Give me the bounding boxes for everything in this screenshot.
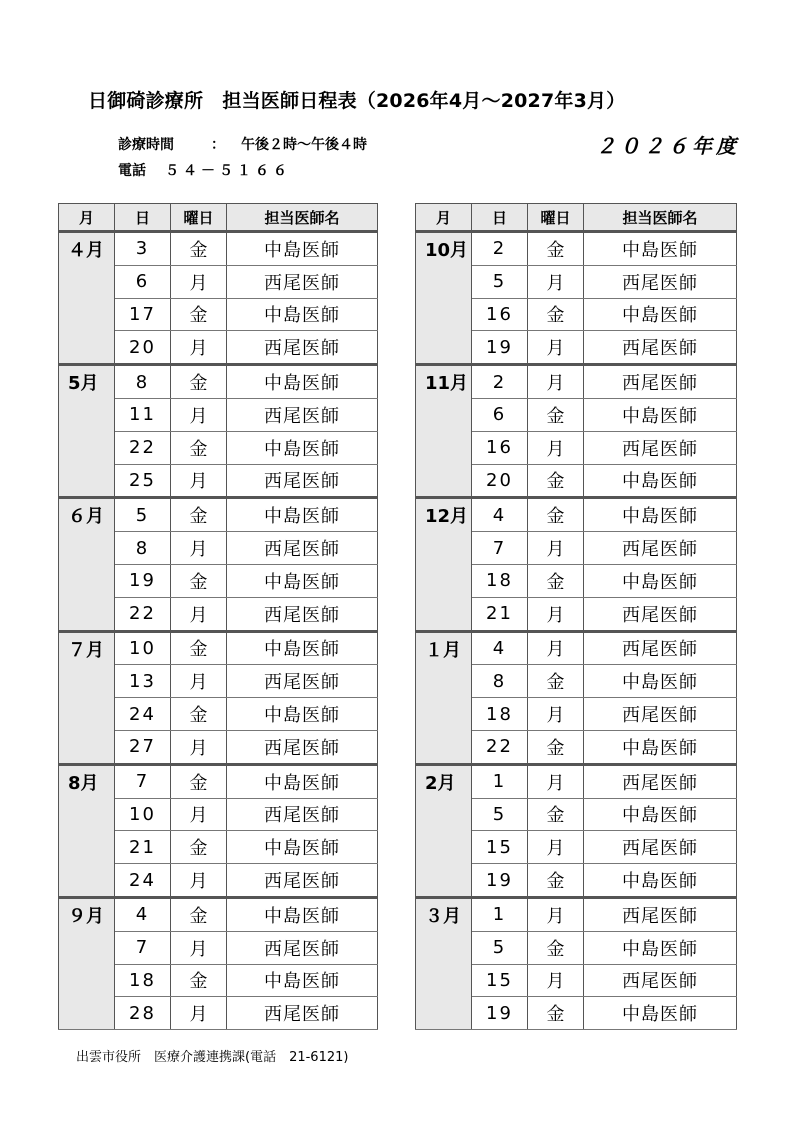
day-cell: 19 [115,564,171,597]
weekday-cell: 金 [528,864,584,898]
doctor-cell: 中島医師 [227,897,378,931]
weekday-cell: 月 [171,730,227,764]
doctor-cell: 西尾医師 [227,532,378,565]
doctor-cell: 西尾医師 [584,764,737,798]
weekday-cell: 月 [171,997,227,1030]
day-cell: 20 [115,331,171,365]
month-cell: ３月 [416,897,472,1029]
weekday-cell: 月 [528,631,584,665]
doctor-cell: 中島医師 [227,631,378,665]
day-cell: 8 [115,532,171,565]
doctor-cell: 西尾医師 [227,730,378,764]
day-cell: 22 [115,597,171,631]
doctor-cell: 西尾医師 [584,265,737,298]
table-header-row [59,204,378,232]
weekday-cell: 月 [528,831,584,864]
doctor-cell: 西尾医師 [227,265,378,298]
doctor-cell: 西尾医師 [227,398,378,431]
doctor-cell: 中島医師 [584,864,737,898]
header-month: 月 [59,204,115,232]
day-cell: 21 [115,831,171,864]
day-cell: 25 [115,464,171,498]
table-header-row [416,204,737,232]
day-cell: 11 [115,398,171,431]
day-cell: 27 [115,730,171,764]
day-cell: 5 [472,798,528,831]
doctor-cell: 西尾医師 [584,698,737,731]
day-cell: 16 [472,298,528,331]
header-day: 日 [115,204,171,232]
day-cell: 20 [472,464,528,498]
day-cell: 18 [472,564,528,597]
page-title: 日御碕診療所 担当医師日程表（2026年4月～2027年3月） [88,90,626,112]
day-cell: 4 [472,498,528,532]
weekday-cell: 金 [528,464,584,498]
doctor-cell: 中島医師 [584,730,737,764]
doctor-cell: 西尾医師 [227,798,378,831]
weekday-cell: 金 [171,298,227,331]
day-cell: 2 [472,232,528,266]
doctor-cell: 中島医師 [227,831,378,864]
day-cell: 21 [472,597,528,631]
weekday-cell: 月 [171,265,227,298]
weekday-cell: 金 [528,498,584,532]
schedule-table-right [415,203,737,1030]
schedule-body-right [416,232,737,1030]
weekday-cell: 金 [171,365,227,399]
month-cell: １月 [416,631,472,764]
day-cell: 6 [472,398,528,431]
weekday-cell: 月 [528,431,584,464]
phone-label: 電話 [118,163,146,179]
weekday-cell: 金 [528,665,584,698]
doctor-cell: 西尾医師 [584,331,737,365]
day-cell: 3 [115,232,171,266]
doctor-cell: 西尾医師 [584,631,737,665]
doctor-cell: 西尾医師 [584,365,737,399]
header-weekday: 曜日 [171,204,227,232]
weekday-cell: 月 [528,532,584,565]
weekday-cell: 月 [528,597,584,631]
doctor-cell: 西尾医師 [227,464,378,498]
table-row [416,631,737,665]
doctor-cell: 中島医師 [227,564,378,597]
day-cell: 22 [472,730,528,764]
table-row [59,897,378,931]
month-cell: 8月 [59,764,115,897]
day-cell: 10 [115,631,171,665]
doctor-cell: 西尾医師 [584,431,737,464]
header-day: 日 [472,204,528,232]
table-row [416,498,737,532]
day-cell: 1 [472,897,528,931]
doctor-cell: 中島医師 [584,498,737,532]
weekday-cell: 金 [171,232,227,266]
footer-contact: 出雲市役所 医療介護連携課(電話 21-6121) [76,1050,349,1065]
doctor-cell: 西尾医師 [227,931,378,964]
weekday-cell: 月 [171,864,227,898]
weekday-cell: 月 [528,764,584,798]
weekday-cell: 金 [171,431,227,464]
day-cell: 16 [472,431,528,464]
doctor-cell: 西尾医師 [584,964,737,997]
weekday-cell: 金 [171,498,227,532]
weekday-cell: 月 [171,798,227,831]
day-cell: 15 [472,964,528,997]
day-cell: 17 [115,298,171,331]
weekday-cell: 金 [171,631,227,665]
month-cell: 10月 [416,232,472,365]
table-row [416,365,737,399]
day-cell: 13 [115,665,171,698]
month-cell: 12月 [416,498,472,631]
weekday-cell: 月 [528,331,584,365]
weekday-cell: 金 [528,232,584,266]
weekday-cell: 金 [528,398,584,431]
weekday-cell: 月 [528,265,584,298]
doctor-cell: 中島医師 [227,365,378,399]
doctor-cell: 中島医師 [227,232,378,266]
doctor-cell: 中島医師 [584,232,737,266]
day-cell: 1 [472,764,528,798]
doctor-cell: 中島医師 [584,564,737,597]
doctor-cell: 中島医師 [584,665,737,698]
month-cell: ６月 [59,498,115,631]
doctor-cell: 西尾医師 [227,331,378,365]
day-cell: 18 [115,964,171,997]
day-cell: 7 [472,532,528,565]
doctor-cell: 西尾医師 [584,532,737,565]
doctor-cell: 中島医師 [227,298,378,331]
day-cell: 24 [115,698,171,731]
schedule-table-left [58,203,378,1030]
day-cell: 19 [472,331,528,365]
phone-value: ５４－５１６６ [165,163,291,179]
doctor-cell: 中島医師 [227,964,378,997]
doctor-cell: 西尾医師 [227,665,378,698]
table-row [59,365,378,399]
weekday-cell: 月 [171,464,227,498]
day-cell: 5 [115,498,171,532]
weekday-cell: 月 [171,331,227,365]
hours-value: 午後２時～午後４時 [241,137,367,153]
weekday-cell: 月 [171,665,227,698]
weekday-cell: 金 [528,931,584,964]
doctor-cell: 中島医師 [227,498,378,532]
month-cell: ４月 [59,232,115,365]
day-cell: 8 [472,665,528,698]
day-cell: 28 [115,997,171,1030]
day-cell: 8 [115,365,171,399]
day-cell: 18 [472,698,528,731]
doctor-cell: 西尾医師 [584,831,737,864]
weekday-cell: 金 [171,564,227,597]
doctor-cell: 中島医師 [227,431,378,464]
schedule-body-left [59,232,378,1030]
day-cell: 7 [115,764,171,798]
table-row [59,232,378,266]
doctor-cell: 中島医師 [584,997,737,1030]
doctor-cell: 中島医師 [584,798,737,831]
month-cell: 2月 [416,764,472,897]
doctor-cell: 中島医師 [584,464,737,498]
month-cell: 11月 [416,365,472,498]
header-weekday: 曜日 [528,204,584,232]
table-row [59,631,378,665]
day-cell: 19 [472,997,528,1030]
table-row [416,232,737,266]
month-cell: 5月 [59,365,115,498]
doctor-cell: 中島医師 [227,698,378,731]
day-cell: 5 [472,265,528,298]
day-cell: 6 [115,265,171,298]
doctor-cell: 西尾医師 [227,597,378,631]
weekday-cell: 金 [171,964,227,997]
weekday-cell: 月 [528,964,584,997]
doctor-cell: 中島医師 [584,398,737,431]
weekday-cell: 月 [528,897,584,931]
weekday-cell: 金 [528,298,584,331]
header-doctor: 担当医師名 [227,204,378,232]
day-cell: 7 [115,931,171,964]
weekday-cell: 金 [528,730,584,764]
doctor-cell: 西尾医師 [227,997,378,1030]
weekday-cell: 月 [171,398,227,431]
day-cell: 4 [115,897,171,931]
day-cell: 15 [472,831,528,864]
month-cell: ７月 [59,631,115,764]
weekday-cell: 月 [528,365,584,399]
day-cell: 5 [472,931,528,964]
doctor-cell: 中島医師 [584,298,737,331]
table-row [59,764,378,798]
weekday-cell: 月 [171,931,227,964]
day-cell: 22 [115,431,171,464]
weekday-cell: 金 [528,997,584,1030]
header-doctor: 担当医師名 [584,204,737,232]
hours-label: 診療時間 [118,137,174,153]
weekday-cell: 金 [171,698,227,731]
fiscal-year: ２０２６年度 [596,134,740,158]
day-cell: 2 [472,365,528,399]
weekday-cell: 月 [528,698,584,731]
weekday-cell: 月 [171,597,227,631]
table-row [416,897,737,931]
day-cell: 19 [472,864,528,898]
doctor-cell: 西尾医師 [584,597,737,631]
table-row [59,498,378,532]
weekday-cell: 金 [528,798,584,831]
weekday-cell: 金 [171,764,227,798]
month-cell: ９月 [59,897,115,1029]
header-month: 月 [416,204,472,232]
weekday-cell: 金 [171,831,227,864]
hours-separator: ： [211,137,225,153]
doctor-cell: 西尾医師 [227,864,378,898]
weekday-cell: 金 [528,564,584,597]
day-cell: 4 [472,631,528,665]
weekday-cell: 月 [171,532,227,565]
table-row [416,764,737,798]
doctor-cell: 中島医師 [227,764,378,798]
weekday-cell: 金 [171,897,227,931]
doctor-cell: 中島医師 [584,931,737,964]
day-cell: 10 [115,798,171,831]
day-cell: 24 [115,864,171,898]
doctor-cell: 西尾医師 [584,897,737,931]
